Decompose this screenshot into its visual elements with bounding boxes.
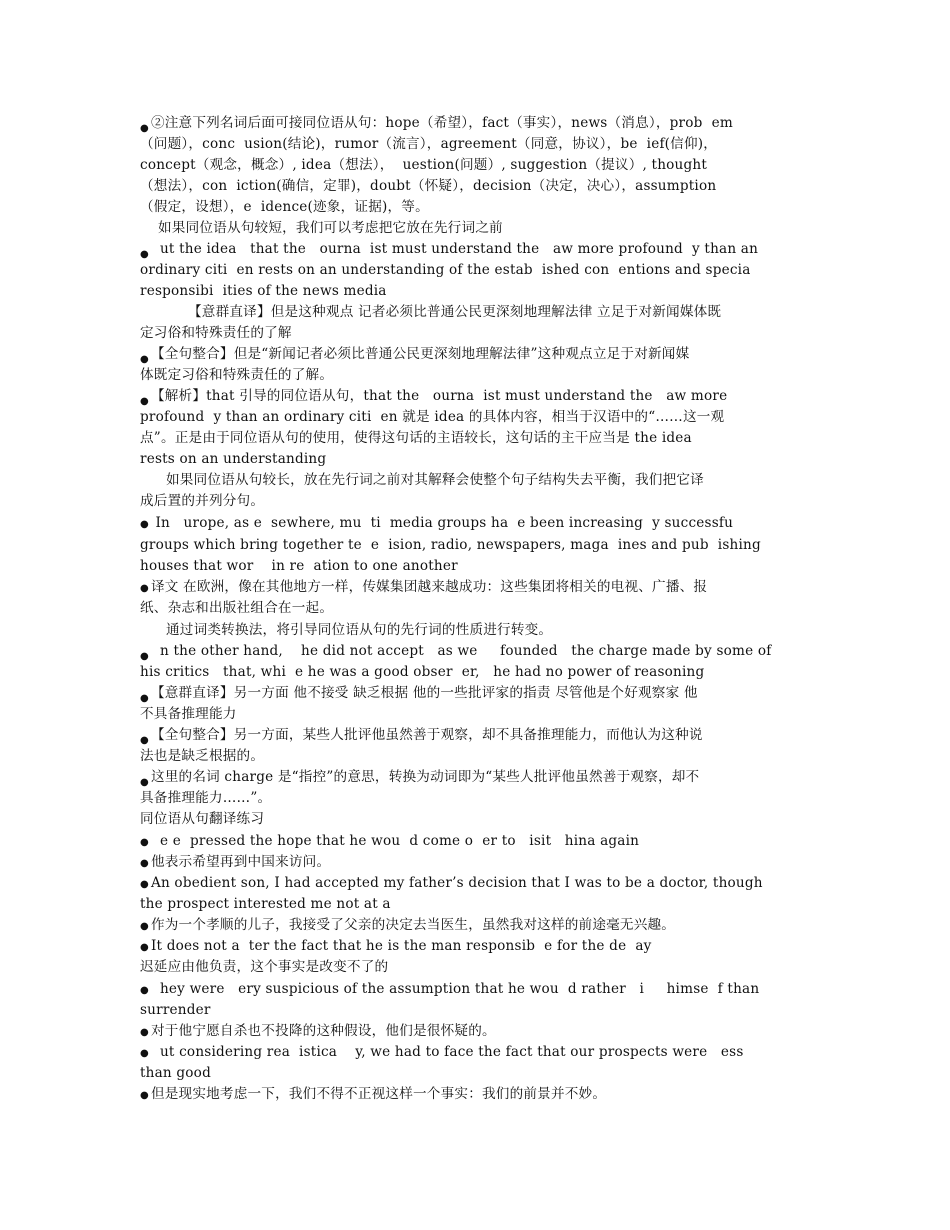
- text-line: rests on an understanding: [140, 451, 327, 467]
- text-line: ● hey were ery suspicious of the assumption that he wou d rather i himse f than: [140, 979, 759, 1000]
- text-line: 体既定习俗和特殊责任的了解。: [140, 367, 334, 383]
- text-line: ● 【解析】that 引导的同位语从句，that the ourna ist must understand the aw more: [140, 386, 727, 407]
- text-line: ● ut the idea that the ourna ist must understand the aw more profound y than an: [140, 239, 758, 260]
- text-line: than good: [140, 1065, 211, 1081]
- text-line: the prospect interested me not at a: [140, 896, 391, 912]
- text-line: 如果同位语从句较长，放在先行词之前对其解释会使整个句子结构失去平衡，我们把它译: [166, 472, 704, 488]
- text-line: （假定，设想），e idence(迹象，证据)，等。: [140, 199, 429, 215]
- text-line: 如果同位语从句较短，我们可以考虑把它放在先行词之前: [158, 220, 503, 236]
- text-line: 【意群直译】但是这种观点 记者必须比普通公民更深刻地理解法律 立足于对新闻媒体既: [188, 304, 722, 320]
- text-line: ordinary citi en rests on an understanding of the estab ished con entions and specia: [140, 262, 751, 278]
- text-line: his critics that, whi e he was a good obser er, he had no power of reasoning: [140, 664, 705, 680]
- text-line: 成后置的并列分句。: [140, 493, 265, 509]
- text-line: ● 但是现实地考虑一下，我们不得不正视这样一个事实：我们的前景并不妙。: [140, 1084, 606, 1105]
- text-line: ● It does not a ter the fact that he is the man responsib e for the de ay: [140, 936, 652, 957]
- text-line: （问题），conc usion(结论)，rumor（流言），agreement（同意，协议），be ief(信仰)，: [140, 136, 718, 152]
- text-line: ● 【全句整合】另一方面，某些人批评他虽然善于观察，却不具备推理能力，而他认为这种说: [140, 725, 703, 746]
- text-line: 不具备推理能力: [140, 706, 237, 722]
- text-line: ● e e pressed the hope that he wou d come o er to isit hina again: [140, 831, 639, 852]
- text-line: ● 这里的名词 charge 是“指控”的意思，转换为动词即为“某些人批评他虽然善于观察，却不: [140, 767, 699, 788]
- text-line: 具备推理能力……”。: [140, 790, 272, 806]
- text-line: ● ut considering rea istica y, we had to face the fact that our prospects were ess: [140, 1042, 744, 1063]
- text-line: 迟延应由他负责，这个事实是改变不了的: [140, 959, 389, 975]
- text-line: ● An obedient son, I had accepted my father’s decision that I was to be a doctor, though: [140, 873, 763, 894]
- text-line: 纸、杂志和出版社组合在一起。: [140, 600, 334, 616]
- text-line: ● 对于他宁愿自杀也不投降的这种假设，他们是很怀疑的。: [140, 1021, 496, 1042]
- text-line: 法也是缺乏根据的。: [140, 748, 265, 764]
- text-line: concept（观念，概念）, idea（想法）， uestion(问题）, suggestion（提议）, thought: [140, 157, 708, 173]
- text-line: ● 【意群直译】另一方面 他不接受 缺乏根据 他的一些批评家的指责 尽管他是个好观察家 他: [140, 683, 698, 704]
- text-line: ● n the other hand, he did not accept as we founded the charge made by some of: [140, 641, 772, 662]
- text-line: ● In urope, as e sewhere, mu ti media groups ha e been increasing y successfu: [140, 513, 733, 534]
- text-line: ● 【全句整合】但是“新闻记者必须比普通公民更深刻地理解法律”这种观点立足于对新闻媒: [140, 344, 689, 365]
- text-line: responsibi ities of the news media: [140, 283, 387, 299]
- text-line: ● 他表示希望再到中国来访问。: [140, 852, 330, 873]
- text-line: ● 作为一个孝顺的儿子，我接受了父亲的决定去当医生，虽然我对这样的前途毫无兴趣。: [140, 915, 675, 936]
- text-line: groups which bring together te e ision, radio, newspapers, maga ines and pub ishing: [140, 537, 761, 553]
- text-line: profound y than an ordinary citi en 就是 idea 的具体内容，相当于汉语中的“……这一观: [140, 409, 725, 425]
- text-line: 通过词类转换法，将引导同位语从句的先行词的性质进行转变。: [166, 622, 553, 638]
- text-line: 定习俗和特殊责任的了解: [140, 325, 292, 341]
- text-line: surrender: [140, 1002, 211, 1018]
- text-line: 点”。正是由于同位语从句的使用，使得这句话的主语较长，这句话的主干应当是 the idea: [140, 430, 692, 446]
- text-line: ● 译文 在欧洲，像在其他地方一样，传媒集团越来越成功：这些集团将相关的电视、广播、报: [140, 577, 707, 598]
- text-line: （想法），con iction(确信，定罪)，doubt（怀疑），decision（决定，决心），assumption: [140, 178, 717, 194]
- text-line: ● ②注意下列名词后面可接同位语从句：hope（希望），fact（事实），news（消息），prob em: [140, 113, 733, 134]
- section-heading: 同位语从句翻译练习: [140, 811, 265, 827]
- text-line: houses that wor in re ation to one another: [140, 558, 458, 574]
